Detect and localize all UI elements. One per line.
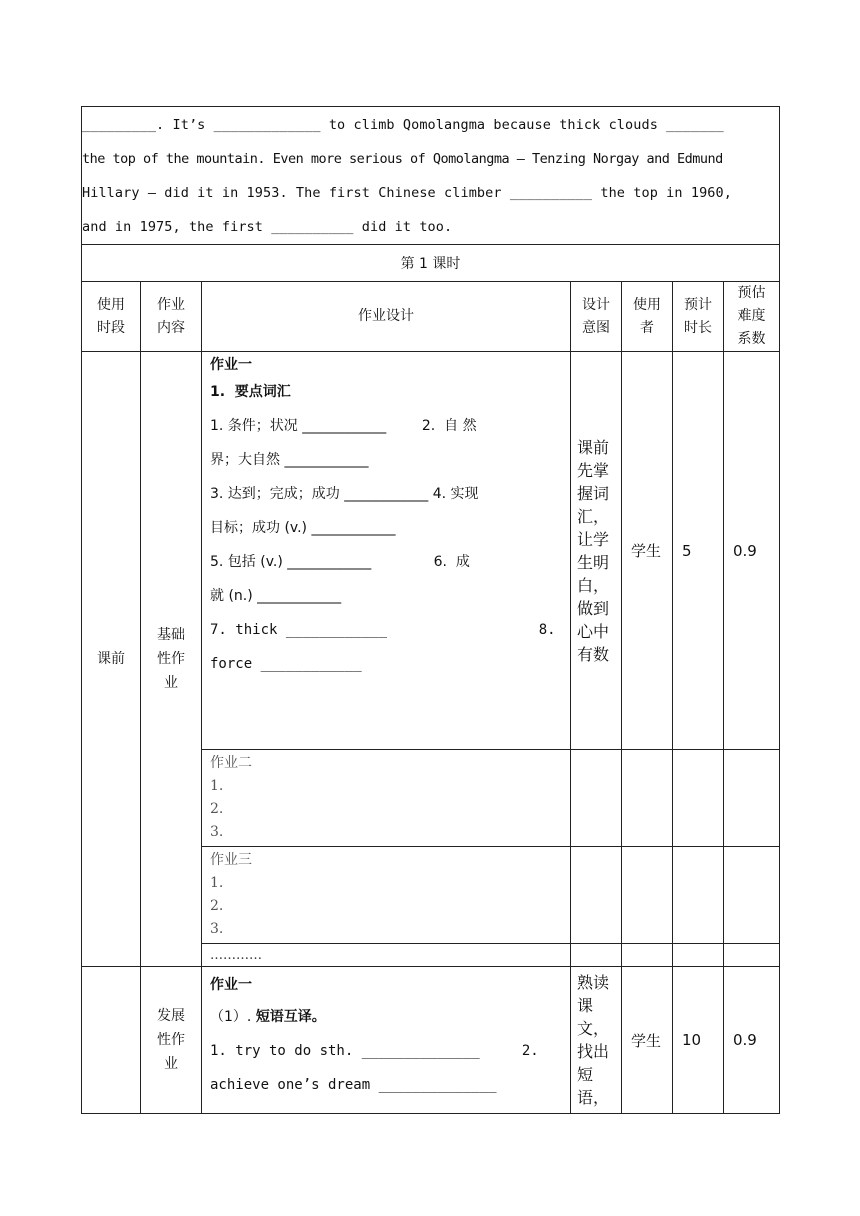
vocab-line: force ____________ xyxy=(210,656,362,672)
lesson-title: 第 1 课时 xyxy=(82,245,780,282)
subtitle-text: 短语互译。 xyxy=(255,1009,326,1025)
empty-cell xyxy=(673,750,724,847)
empty-cell xyxy=(622,750,673,847)
header-difficulty: 预估难度系数 xyxy=(724,282,780,352)
empty-cell xyxy=(673,847,724,944)
develop-hw1-user: 学生 xyxy=(622,967,673,1114)
period-continued-cell xyxy=(82,967,141,1114)
develop-hw1-title: 作业一 xyxy=(210,977,252,993)
header-design: 作业设计 xyxy=(202,282,571,352)
basic-hw2-design xyxy=(202,750,571,847)
phrase-line: achieve one’s dream ______________ xyxy=(210,1077,497,1093)
header-intent: 设计意图 xyxy=(571,282,622,352)
develop-label: 发展性作业 xyxy=(141,967,202,1114)
intro-line: and in 1975, the first __________ did it too. xyxy=(82,218,453,235)
empty-cell xyxy=(622,847,673,944)
empty-cell xyxy=(724,944,780,967)
empty-cell xyxy=(571,847,622,944)
empty-cell xyxy=(724,750,780,847)
empty-cell xyxy=(673,944,724,967)
ellipsis: ………… xyxy=(202,944,571,967)
basic-hw1-subtitle: 1. 要点词汇 xyxy=(210,384,291,400)
empty-cell xyxy=(571,750,622,847)
basic-hw1-difficulty: 0.9 xyxy=(724,352,780,750)
basic-hw1-user: 学生 xyxy=(622,352,673,750)
develop-hw1-intent: 熟读课文，找出短语， xyxy=(571,967,622,1114)
period-cell: 课前 xyxy=(82,352,141,967)
basic-hw3-title: 作业三 xyxy=(210,852,252,868)
list-item: 2. xyxy=(210,801,224,817)
header-user: 使用者 xyxy=(622,282,673,352)
intro-line: _________. It’s _____________ to climb Qomolangma because thick clouds _______ xyxy=(82,116,724,133)
basic-hw1-design xyxy=(202,352,571,750)
empty-cell xyxy=(571,944,622,967)
phrase-line: 1. try to do sth. ______________ 2. xyxy=(210,1043,539,1059)
basic-hw1-intent: 课前先掌握词汇，让学生明白，做到心中有数 xyxy=(571,352,622,750)
develop-hw1-subtitle xyxy=(210,1000,562,1034)
empty-cell xyxy=(724,847,780,944)
list-item: 1. xyxy=(210,778,224,794)
basic-hw1-time: 5 xyxy=(673,352,724,750)
vocab-line: 3. 达到；完成；成功 ____________ 4. 实现 xyxy=(210,486,479,502)
intro-passage xyxy=(82,107,780,245)
header-period: 使用时段 xyxy=(82,282,141,352)
empty-cell xyxy=(622,944,673,967)
vocab-line: 就 (n.) ____________ xyxy=(210,588,342,604)
develop-hw1-difficulty: 0.9 xyxy=(724,967,780,1114)
basic-hw1-title: 作业一 xyxy=(210,357,252,373)
vocab-line: 目标；成功 (v.) ____________ xyxy=(210,520,396,536)
homework-table xyxy=(81,106,780,1114)
list-item: 2. xyxy=(210,898,224,914)
basic-hw3-design xyxy=(202,847,571,944)
intro-line: the top of the mountain. Even more serious of Qomolangma – Tenzing Norgay and Edmund xyxy=(82,150,723,167)
basic-hw2-title: 作业二 xyxy=(210,755,252,771)
list-item: 3. xyxy=(210,921,224,937)
vocab-line: 界；大自然 ____________ xyxy=(210,452,369,468)
develop-hw1-time: 10 xyxy=(673,967,724,1114)
list-item: 1. xyxy=(210,875,224,891)
basic-label: 基础性作业 xyxy=(141,352,202,967)
subtitle-prefix: （1）. xyxy=(210,1009,256,1025)
vocab-line: 1. 条件；状况 ____________ 2. 自 然 xyxy=(210,418,477,434)
develop-hw1-design xyxy=(202,967,571,1114)
vocab-line: 7. thick ____________ 8. xyxy=(210,622,556,638)
header-content: 作业内容 xyxy=(141,282,202,352)
header-time: 预计时长 xyxy=(673,282,724,352)
intro-line: Hillary – did it in 1953. The first Chinese climber __________ the top in 1960, xyxy=(82,184,732,201)
list-item: 3. xyxy=(210,824,224,840)
vocab-line: 5. 包括 (v.) ____________ 6. 成 xyxy=(210,554,470,570)
